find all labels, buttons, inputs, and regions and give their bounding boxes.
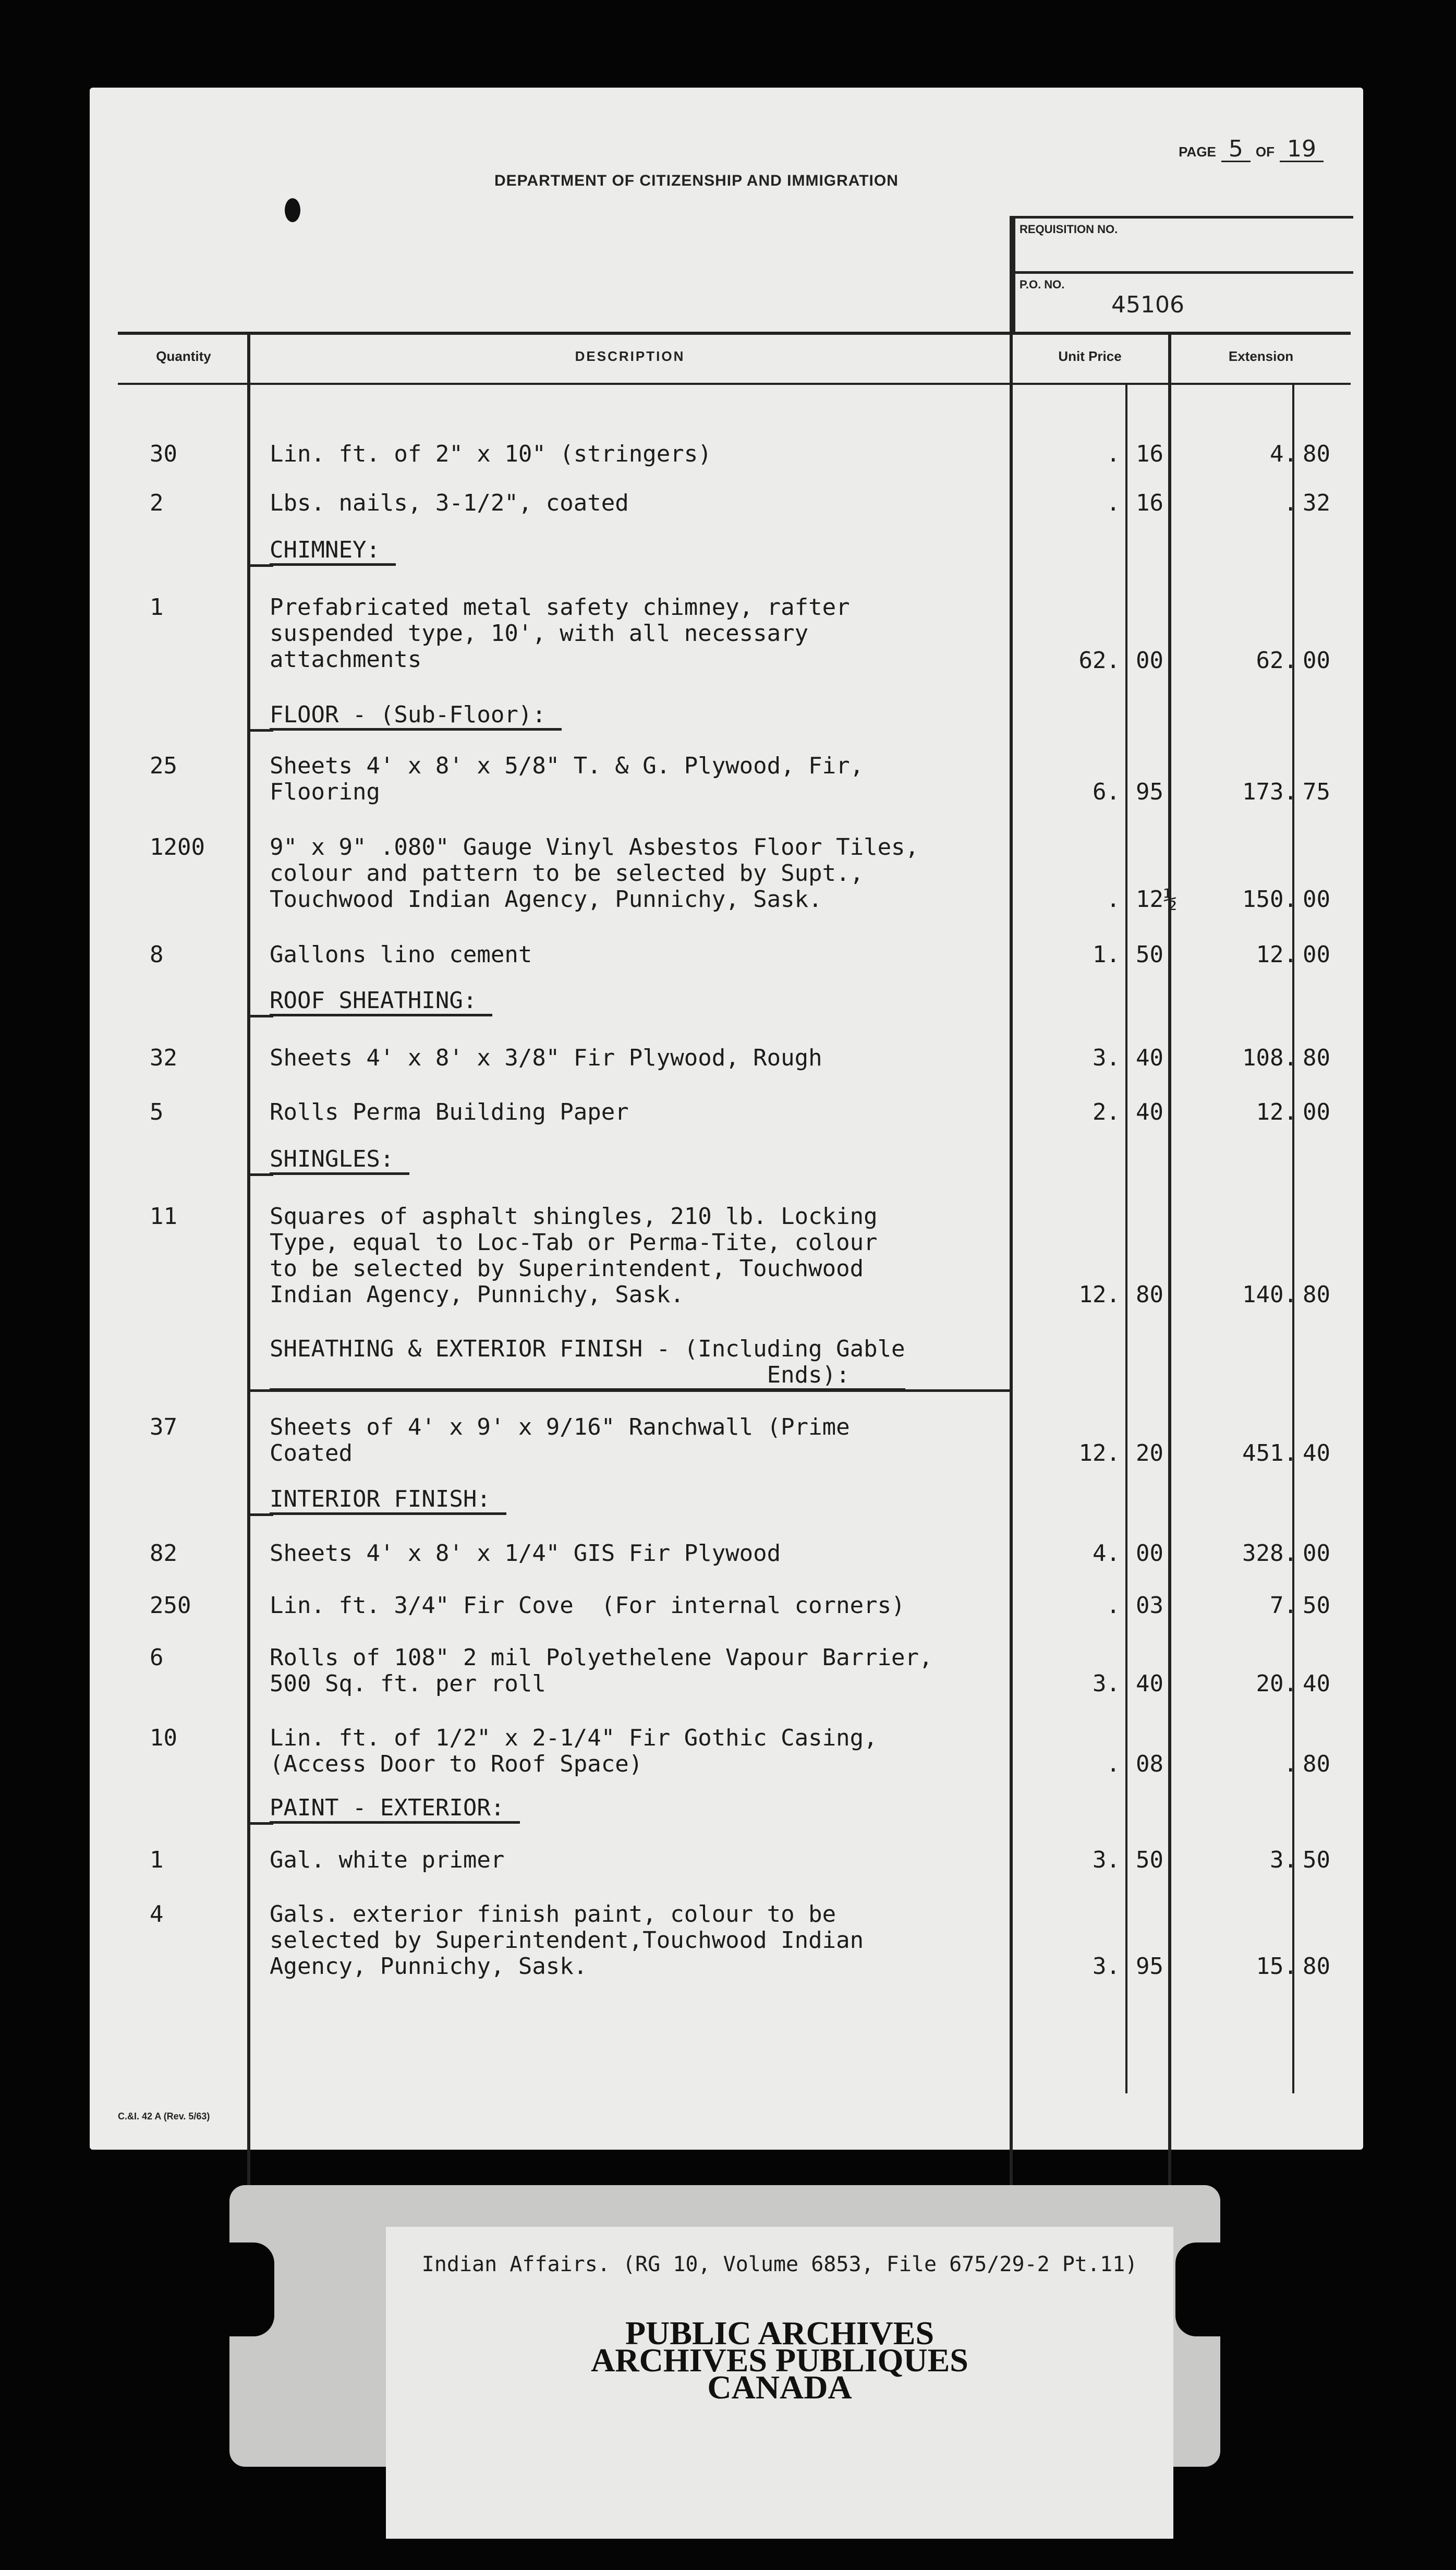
item-description: Sheets 4' x 8' x 3/8" Fir Plywood, Rough [270,1045,822,1071]
item-unit-cents: 00 [1136,1540,1163,1567]
item-unit-cents: 40 [1136,1045,1163,1071]
po-label: P.O. NO. [1020,278,1065,291]
requisition-sheet [90,88,1363,2150]
item-unit-dollars: . [1106,441,1120,467]
section-rule [247,1173,273,1176]
department-heading: DEPARTMENT OF CITIZENSHIP AND IMMIGRATION [494,172,899,189]
item-unit-cents: 16 [1136,490,1163,516]
item-unit-cents: 08 [1136,1751,1163,1777]
column-unit-price: Unit Price [1058,348,1122,364]
table-header-rule [118,383,1351,385]
item-unit-dollars: 12. [1078,1281,1120,1308]
item-qty: 82 [150,1540,177,1567]
item-description: Sheets 4' x 8' x 5/8" T. & G. Plywood, Fir, Flooring [270,753,864,805]
item-unit-cents: 80 [1136,1281,1163,1308]
item-unit-dollars: 12. [1078,1440,1120,1466]
page-indicator [1179,138,1329,162]
item-qty: 4 [150,1901,164,1928]
item-unit-cents: 16 [1136,441,1163,467]
item-qty: 8 [150,941,164,968]
item-qty: 2 [150,490,164,516]
item-description: Gal. white primer [270,1847,505,1873]
item-qty: 11 [150,1203,177,1230]
item-ext-dollars: 150. [1242,886,1297,913]
item-ext-cents: 32 [1303,490,1330,516]
item-ext-cents: 00 [1303,1540,1330,1567]
column-quantity: Quantity [156,348,211,364]
section-heading: PAINT - EXTERIOR: [270,1795,520,1824]
item-qty: 5 [150,1099,164,1125]
page-total: 19 [1280,138,1324,162]
card-notch-left [229,2242,274,2336]
section-rule [247,1822,273,1825]
item-ext-dollars: 140. [1242,1281,1297,1308]
section-rule [247,1513,273,1516]
item-unit-cents: 00 [1136,647,1163,674]
item-ext-cents: 80 [1303,1045,1330,1071]
item-unit-cents: 95 [1136,1953,1163,1980]
section-rule [247,1389,1010,1392]
item-ext-dollars: 108. [1242,1045,1297,1071]
item-unit-cents: 40 [1136,1670,1163,1697]
item-unit-dollars: 62. [1078,647,1120,674]
item-description: Gallons lino cement [270,941,532,968]
table-top-rule [118,332,1351,335]
item-ext-dollars: 12. [1256,941,1297,968]
item-unit-dollars: 4. [1093,1540,1120,1567]
unit-cents-rule [1125,383,1127,2093]
item-ext-cents: 75 [1303,779,1330,805]
item-description: Sheets 4' x 8' x 1/4" GIS Fir Plywood [270,1540,781,1567]
item-unit-dollars: . [1106,1751,1120,1777]
item-ext-dollars: 451. [1242,1440,1297,1466]
item-ext-cents: 80 [1303,1281,1330,1308]
item-unit-dollars: 3. [1093,1045,1120,1071]
section-rule [247,564,273,567]
item-ext-dollars: 173. [1242,779,1297,805]
item-unit-cents: 50 [1136,941,1163,968]
punch-hole [285,198,300,222]
item-ext-cents: 50 [1303,1592,1330,1619]
item-unit-dollars: . [1106,1592,1120,1619]
column-extension: Extension [1228,348,1294,364]
section-heading: SHINGLES: [270,1146,409,1175]
item-qty: 30 [150,441,177,467]
item-unit-dollars: . [1106,490,1120,516]
item-ext-dollars: . [1283,490,1297,516]
item-ext-cents: 40 [1303,1670,1330,1697]
requisition-box [1013,216,1353,274]
item-ext-dollars: 7. [1270,1592,1297,1619]
archive-line-3: CANADA [707,2369,852,2406]
item-description: Lbs. nails, 3-1/2", coated [270,490,629,516]
item-ext-dollars: 12. [1256,1099,1297,1125]
item-description: Lin. ft. 3/4" Fir Cove (For internal corners) [270,1592,905,1619]
item-qty: 250 [150,1592,191,1619]
item-description: Gals. exterior finish paint, colour to be selected by Superintendent,Touchwood Indian Agency, Punnichy, Sask. [270,1901,864,1980]
section-heading: CHIMNEY: [270,537,396,566]
item-ext-cents: 00 [1303,941,1330,968]
item-description: Sheets of 4' x 9' x 9/16" Ranchwall (Prime Coated [270,1414,850,1466]
po-number: 45106 [1111,292,1184,318]
section-heading: ROOF SHEATHING: [270,988,492,1016]
item-description: Lin. ft. of 1/2" x 2-1/4" Fir Gothic Casing, (Access Door to Roof Space) [270,1725,878,1777]
item-ext-cents: 80 [1303,441,1330,467]
extension-cents-rule [1292,383,1294,2093]
item-ext-cents: 40 [1303,1440,1330,1466]
item-qty: 32 [150,1045,177,1071]
item-qty: 1200 [150,834,205,860]
item-description: Squares of asphalt shingles, 210 lb. Locking Type, equal to Loc-Tab or Perma-Tite, colour to be selected by Superintendent, Touchwood Indian Agency, Punnichy, Sask. [270,1203,878,1308]
item-unit-dollars: 2. [1093,1099,1120,1125]
column-description: DESCRIPTION [575,348,685,364]
item-qty: 25 [150,753,177,779]
requisition-label: REQUISITION NO. [1020,223,1118,236]
section-rule [247,1015,273,1017]
item-ext-dollars: 328. [1242,1540,1297,1567]
item-ext-cents: 80 [1303,1953,1330,1980]
item-unit-cents: 40 [1136,1099,1163,1125]
item-unit-cents: 20 [1136,1440,1163,1466]
item-unit-dollars: 3. [1093,1670,1120,1697]
item-ext-cents: 50 [1303,1847,1330,1873]
section-heading: FLOOR - (Sub-Floor): [270,702,562,731]
archive-line-1: PUBLIC ARCHIVES [625,2314,935,2351]
archive-reference: Indian Affairs. (RG 10, Volume 6853, File 675/29-2 Pt.11) [421,2252,1138,2276]
item-ext-cents: 80 [1303,1751,1330,1777]
item-unit-dollars: 6. [1093,779,1120,805]
item-description: 9" x 9" .080" Gauge Vinyl Asbestos Floor Tiles, colour and pattern to be selected by Supt., Touchwood Indian Agency, Punnichy, Sask. [270,834,919,913]
item-unit-cents: 50 [1136,1847,1163,1873]
item-description: Rolls of 108" 2 mil Polyethelene Vapour Barrier, 500 Sq. ft. per roll [270,1644,933,1697]
item-qty: 6 [150,1644,164,1671]
item-qty: 37 [150,1414,177,1440]
item-qty: 1 [150,1847,164,1873]
of-label: OF [1255,144,1275,160]
page-label: PAGE [1179,144,1216,160]
section-heading: INTERIOR FINISH: [270,1486,506,1515]
item-ext-dollars: 4. [1270,441,1297,467]
item-unit-dollars: 1. [1093,941,1120,968]
item-ext-dollars: . [1283,1751,1297,1777]
item-unit-dollars: . [1106,886,1120,913]
section-rule [247,729,273,732]
card-notch-right [1175,2242,1220,2336]
section-heading: SHEATHING & EXTERIOR FINISH - (Including Gable Ends): [270,1336,905,1391]
item-description: Rolls Perma Building Paper [270,1099,629,1125]
item-unit-cents: 12½ [1136,886,1178,913]
item-description: Prefabricated metal safety chimney, rafter suspended type, 10', with all necessary attachments [270,594,850,673]
item-unit-dollars: 3. [1093,1847,1120,1873]
archive-stamp [386,2314,1173,2406]
item-qty: 10 [150,1725,177,1751]
description-column-rule [1010,216,1013,2199]
item-unit-cents: 95 [1136,779,1163,805]
item-qty: 1 [150,594,164,621]
item-ext-dollars: 3. [1270,1847,1297,1873]
item-ext-cents: 00 [1303,886,1330,913]
item-unit-dollars: 3. [1093,1953,1120,1980]
form-number: C.&I. 42 A (Rev. 5/63) [118,2111,210,2122]
po-box [1013,271,1353,334]
item-ext-cents: 00 [1303,647,1330,674]
item-ext-dollars: 15. [1256,1953,1297,1980]
item-ext-dollars: 62. [1256,647,1297,674]
item-unit-cents: 03 [1136,1592,1163,1619]
item-description: Lin. ft. of 2" x 10" (stringers) [270,441,712,467]
unit-price-column-rule [1168,332,1171,2199]
archive-line-2: ARCHIVES PUBLIQUES [591,2342,968,2379]
item-ext-dollars: 20. [1256,1670,1297,1697]
item-ext-cents: 00 [1303,1099,1330,1125]
page-number: 5 [1221,138,1251,162]
